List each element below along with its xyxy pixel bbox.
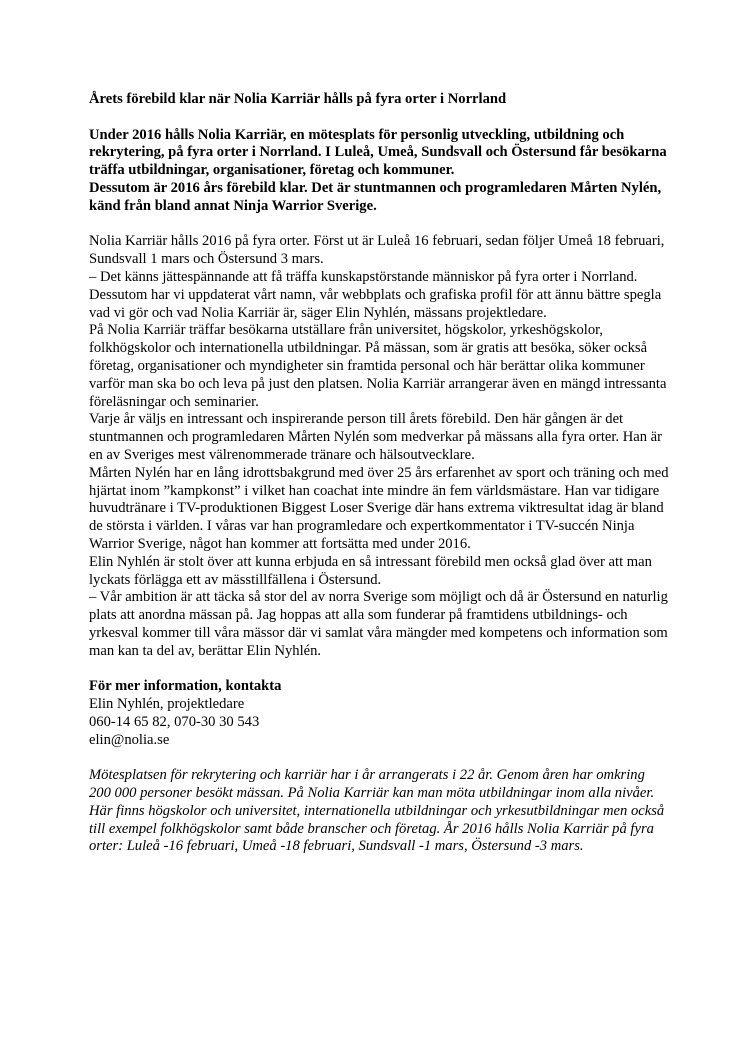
body-paragraph: Mårten Nylén har en lång idrottsbakgrund med över 25 års erfarenhet av sport och träning och med hjärtat inom ”kampkonst” i vilket han coachat inte mindre än fem världsmästare. Han var tidigare huvudtränare i TV-produktionen Biggest Loser Sverige där hans extrema viktresultat idag är bland de största i världen. I våras var han programledare och expertkommentator i TV-succén Ninja Warrior Sverige, något han kommer att fortsätta med under 2016. <box>89 464 669 552</box>
document-title: Årets förebild klar när Nolia Karriär hålls på fyra orter i Norrland <box>89 91 507 107</box>
body-paragraph: Nolia Karriär hålls 2016 på fyra orter. Först ut är Luleå 16 februari, sedan följer Umeå 18 februari, Sundsvall 1 mars och Östersund 3 mars. <box>89 233 665 268</box>
body-paragraph: – Det känns jättespännande att få träffa kunskapstörstande människor på fyra orter i Norrland. Dessutom har vi uppdaterat vårt namn, vår webbplats och grafiska profil för att ännu bättre spegla vad vi gör och vad Nolia Karriär är, säger Elin Nyhlén, mässans projektledare. <box>89 268 662 321</box>
body-paragraph: På Nolia Karriär träffar besökarna utställare från universitet, högskolor, yrkeshögskolor, folkhögskolor och internationella utbildningar. På mässan, som är gratis att besöka, söker också företag, organisationer och myndigheter sin framtida personal och här berättar olika kommuner varför man ska bo och leva på just den platsen. Nolia Karriär arrangerar även en mängd intressanta föreläsningar och seminarier. <box>89 322 667 410</box>
body-paragraph: Elin Nyhlén är stolt över att kunna erbjuda en så intressant förebild men också glad över att man lyckats förlägga ett av mässtillfällena i Östersund. <box>89 553 652 588</box>
contact-heading: För mer information, kontakta <box>89 678 282 695</box>
spacer <box>89 216 669 234</box>
about-paragraph: Mötesplatsen för rekrytering och karriär har i år arrangerats i 22 år. Genom åren har omkring 200 000 personer besökt mässan. På Nolia Karriär kan man möta utbildningar inom alla nivåer. Här finns högskolor och universitet, internationella utbildningar och yrkesutbildningar men också till exempel folkhögskolor samt både branscher och företag. År 2016 hålls Nolia Karriär på fyra orter: Luleå -16 februari, Umeå -18 februari, Sundsvall -1 mars, Östersund -3 mars. <box>89 767 665 855</box>
contact-section <box>89 678 669 749</box>
contact-email: elin@nolia.se <box>89 731 170 748</box>
ingress-paragraph: Under 2016 hålls Nolia Karriär, en mötesplats för personlig utveckling, utbildning och rekrytering, på fyra orter i Norrland. I Luleå, Umeå, Sundsvall och Östersund får besökarna träffa utbildningar, organisationer, företag och kommuner. <box>89 126 667 179</box>
contact-name: Elin Nyhlén, projektledare <box>89 696 245 713</box>
body-paragraph: Varje år väljs en intressant och inspirerande person till årets förebild. Den här gången är det stuntmannen och programledaren Mårten Nylén som medverkar på mässans alla fyra orter. Han är en av Sveriges mest välrenommerade tränare och hälsoutvecklare. <box>89 411 663 463</box>
contact-phone: 060-14 65 82, 070-30 30 543 <box>89 713 260 730</box>
ingress-paragraph: Dessutom är 2016 års förebild klar. Det är stuntmannen och programledaren Mårten Nylén, känd från bland annat Ninja Warrior Sverige. <box>89 179 662 214</box>
about-section <box>89 767 669 856</box>
body-text <box>89 233 669 660</box>
ingress <box>89 127 669 216</box>
press-release-page <box>89 91 669 856</box>
body-paragraph: – Vår ambition är att täcka så stor del av norra Sverige som möjligt och då är Östersund en naturlig plats att anordna mässan på. Jag hoppas att alla som funderar på framtidens utbildnings- och yrkesval kommer till våra mässor där vi samlat våra mängder med kompetens och information som man kan ta del av, berättar Elin Nyhlén. <box>89 589 668 659</box>
